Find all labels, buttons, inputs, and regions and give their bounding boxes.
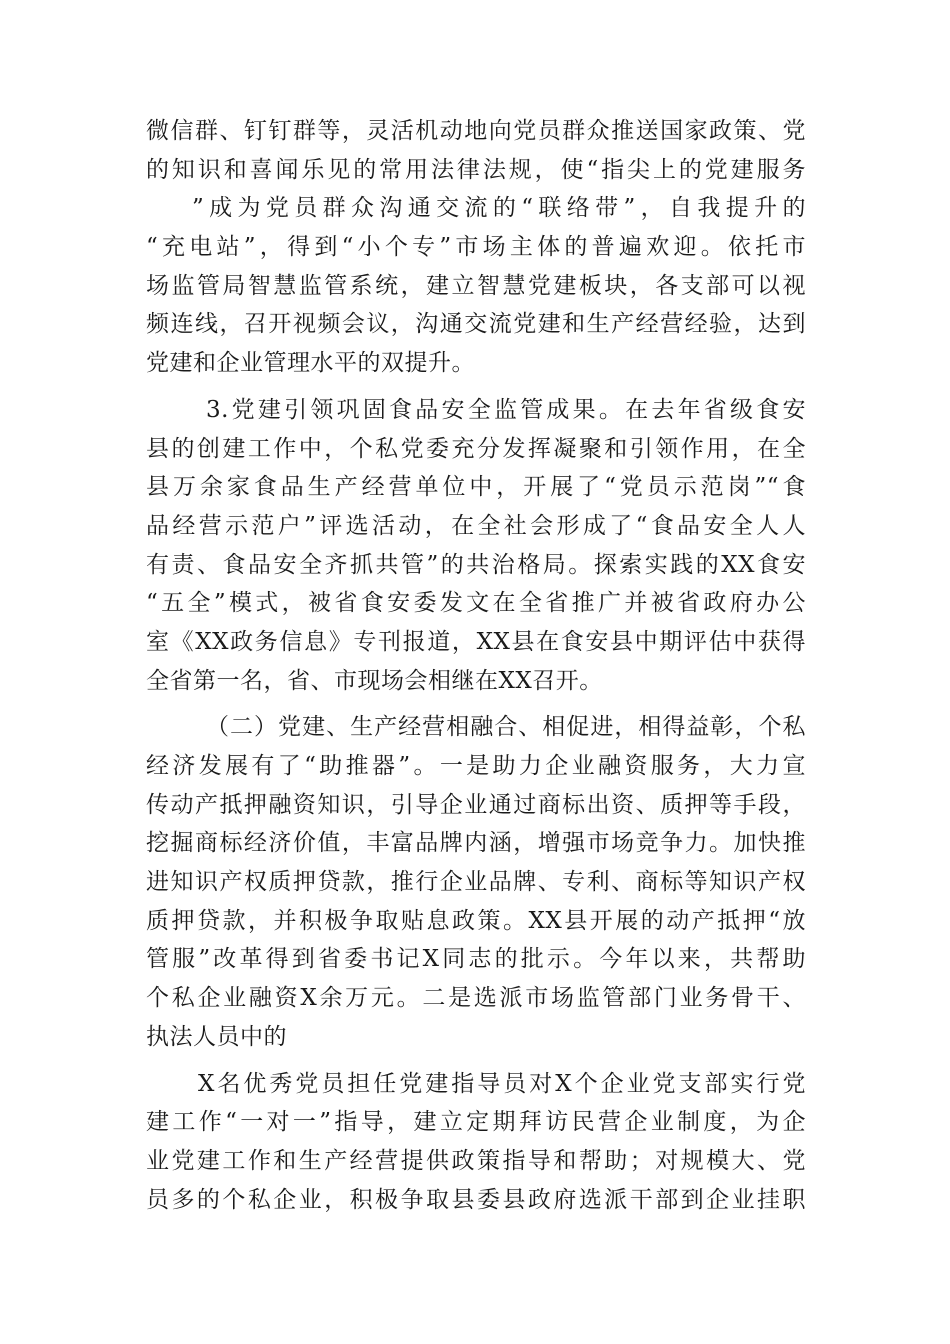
text-line: 进知识产权质押贷款，推行企业品牌、专利、商标等知识产权 — [146, 869, 806, 896]
text-line: “充电站”，得到“小个专”市场主体的普遍欢迎。依托市 — [146, 234, 806, 261]
text-line: 县万余家食品生产经营单位中，开展了“党员示范岗”“食 — [146, 474, 806, 501]
text-line: 3.党建引领巩固食品安全监管成果。在去年省级食安 — [206, 396, 806, 423]
paragraph-1 — [146, 112, 806, 383]
text-line: 频连线，召开视频会议，沟通交流党建和生产经营经验，达到 — [146, 311, 806, 338]
text-line: 有责、食品安全齐抓共管”的共治格局。探索实践的XX食安 — [146, 551, 806, 578]
document-body — [146, 112, 806, 1219]
text-line: 经济发展有了“助推器”。一是助力企业融资服务，大力宣 — [146, 753, 806, 779]
text-line: 全省第一名，省、市现场会相继在XX召开。 — [146, 667, 603, 694]
text-line: ”成为党员群众沟通交流的“联络带”，自我提升的 — [192, 195, 806, 222]
text-line: 执法人员中的 — [146, 1023, 287, 1050]
text-line: X名优秀党员担任党建指导员对X个企业党支部实行党 — [198, 1070, 806, 1097]
text-line: “五全”模式，被省食安委发文在全省推广并被省政府办公 — [146, 590, 806, 617]
text-line: 微信群、钉钉群等，灵活机动地向党员群众推送国家政策、党 — [146, 118, 806, 144]
paragraph-4 — [146, 1065, 806, 1220]
text-line: 的知识和喜闻乐见的常用法律法规，使“指尖上的党建服务 — [146, 156, 806, 183]
text-line: 场监管局智慧监管系统，建立智慧党建板块，各支部可以视 — [146, 272, 806, 299]
paragraph-2 — [146, 391, 806, 701]
text-line: 个私企业融资X余万元。二是选派市场监管部门业务骨干、 — [146, 985, 806, 1012]
text-line: 挖掘商标经济价值，丰富品牌内涵，增强市场竞争力。加快推 — [146, 830, 806, 857]
text-line: 管服”改革得到省委书记X同志的批示。今年以来，共帮助 — [146, 946, 806, 973]
text-line: 业党建工作和生产经营提供政策指导和帮助；对规模大、党 — [146, 1147, 806, 1174]
text-line: 县的创建工作中，个私党委充分发挥凝聚和引领作用，在全 — [146, 435, 806, 462]
text-line: 品经营示范户”评选活动，在全社会形成了“食品安全人人 — [146, 512, 806, 539]
text-line: 党建和企业管理水平的双提升。 — [146, 350, 475, 377]
paragraph-3 — [146, 708, 806, 1056]
text-line: 室《XX政务信息》专刊报道，XX县在食安县中期评估中获得 — [146, 628, 806, 655]
text-line: 传动产抵押融资知识，引导企业通过商标出资、质押等手段， — [146, 791, 806, 818]
text-line: 建工作“一对一”指导，建立定期拜访民营企业制度，为企 — [146, 1109, 806, 1136]
text-line: 质押贷款，并积极争取贴息政策。XX县开展的动产抵押“放 — [146, 907, 806, 934]
text-line: （二）党建、生产经营相融合、相促进，相得益彰，个私 — [206, 714, 806, 741]
text-line: 员多的个私企业，积极争取县委县政府选派干部到企业挂职 — [146, 1186, 806, 1213]
